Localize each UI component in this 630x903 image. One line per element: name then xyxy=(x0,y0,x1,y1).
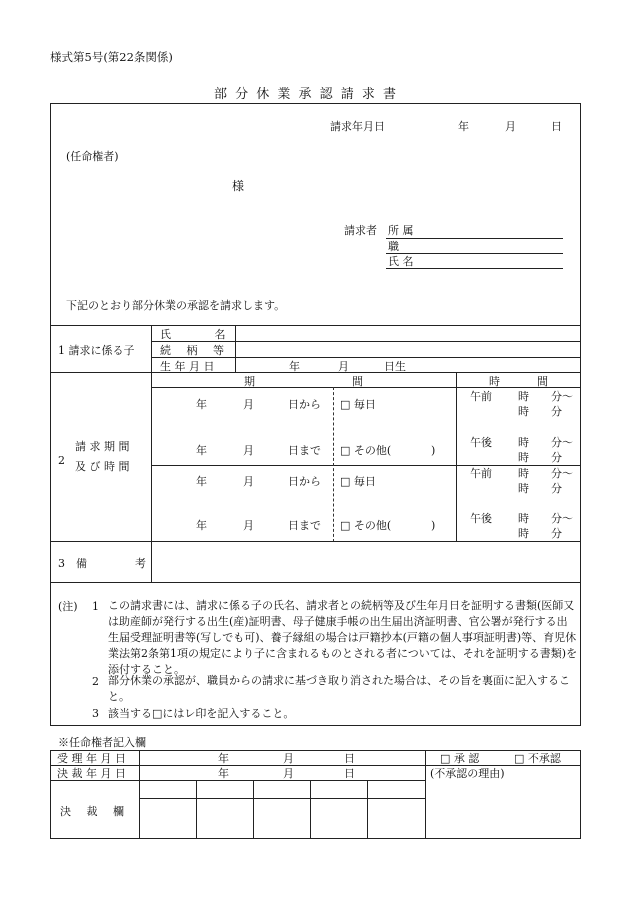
approval-label: 決 裁 欄 xyxy=(60,805,130,818)
b-am-hour2: 時 xyxy=(518,482,529,495)
a-pm-min2: 分 xyxy=(551,451,562,464)
b-pm: 午後 xyxy=(470,512,492,525)
affiliation-line xyxy=(386,238,563,239)
a-am: 午前 xyxy=(470,390,492,403)
a-every-day[interactable]: □ 毎日 xyxy=(340,398,376,411)
decided-label: 決 裁 年 月 日 xyxy=(57,767,126,780)
a-from-month: 月 xyxy=(243,398,254,411)
request-date-month: 月 xyxy=(505,120,516,133)
b-am-hour: 時 xyxy=(518,467,529,480)
a-to-year: 年 xyxy=(196,444,207,457)
time-header-2: 間 xyxy=(537,375,548,388)
a-pm-min: 分〜 xyxy=(551,436,573,449)
form-number: 様式第5号(第22条関係) xyxy=(50,50,173,64)
b-other[interactable]: □ その他( xyxy=(340,519,392,532)
appointer-row1 xyxy=(50,765,581,766)
child-relation-label: 続 柄 等 xyxy=(160,344,230,357)
section2-mid-line xyxy=(151,465,581,466)
note2-num: 2 xyxy=(92,675,99,688)
received-month: 月 xyxy=(283,752,294,765)
b-from-month: 月 xyxy=(243,475,254,488)
affiliation-label: 所 属 xyxy=(388,224,414,237)
a-from-day: 日から xyxy=(288,398,321,411)
appointer-div2 xyxy=(425,750,426,839)
approval-cell2 xyxy=(253,780,254,839)
a-pm: 午後 xyxy=(470,436,492,449)
child-name-label: 氏 名 xyxy=(160,328,246,341)
appointer-label: (任命権者) xyxy=(66,150,119,163)
birth-year: 年 xyxy=(289,360,300,373)
section3-box xyxy=(50,541,581,583)
section2-divider xyxy=(151,372,152,542)
request-box xyxy=(50,103,581,326)
section2-time-divider xyxy=(456,372,457,542)
section1-divider xyxy=(151,325,152,373)
approval-mid xyxy=(139,798,425,799)
note1-text: この請求書には、請求に係る子の氏名、請求者との続柄等及び生年月日を証明する書類(医師又は助産師が発行する出生(産)証明書、母子健康手帳の出生届出済証明書、官公署が発行する出生届受理証明書等(写しでも可)、養子縁組の場合は戸籍抄本(戸籍の個人事項証明書)等、育児休業法第2条第1項の規定により子に含まれるものとされる者については、それを証明する書類)を添付すること。 xyxy=(108,599,578,676)
a-am-min2: 分 xyxy=(551,405,562,418)
section2-label2: 及 び 時 間 xyxy=(75,460,130,473)
appointer-section-title: ※任命権者記入欄 xyxy=(58,736,146,749)
child-birth-label: 生 年 月 日 xyxy=(160,360,215,373)
note3-text: 該当する□にはレ印を記入すること。 xyxy=(108,707,295,720)
b-every-day[interactable]: □ 毎日 xyxy=(340,475,376,488)
b-pm-hour: 時 xyxy=(518,512,529,525)
notes-prefix: (注) xyxy=(58,600,78,613)
decided-month: 月 xyxy=(283,767,294,780)
request-date-label: 請求年月日 xyxy=(330,120,385,133)
b-pm-min: 分〜 xyxy=(551,512,573,525)
a-to-month: 月 xyxy=(243,444,254,457)
a-am-min: 分〜 xyxy=(551,390,573,403)
section3-label-b: 考 xyxy=(135,557,146,570)
a-pm-hour2: 時 xyxy=(518,451,529,464)
name-label: 氏 名 xyxy=(388,255,414,268)
a-from-year: 年 xyxy=(196,398,207,411)
b-to-month: 月 xyxy=(243,519,254,532)
form-title: 部 分 休 業 承 認 請 求 書 xyxy=(214,87,399,102)
section3-label-a: 備 xyxy=(76,557,87,570)
section3-num: 3 xyxy=(58,557,65,570)
section2-label1: 請 求 期 間 xyxy=(75,440,130,453)
birth-month: 月 xyxy=(338,360,349,373)
disapprove-checkbox[interactable]: □ 不承認 xyxy=(514,752,561,765)
note2-text: 部分休業の承認が、職員からの請求に基づき取り消された場合は、その旨を裏面に記入すること。 xyxy=(108,674,570,703)
section3-divider xyxy=(151,541,152,583)
a-am-hour: 時 xyxy=(518,390,529,403)
a-am-hour2: 時 xyxy=(518,405,529,418)
birth-day: 日生 xyxy=(384,360,406,373)
request-date-day: 日 xyxy=(551,120,562,133)
appointer-div1 xyxy=(139,750,140,839)
section1-label: 1 請求に係る子 xyxy=(58,344,135,357)
note3-num: 3 xyxy=(92,707,99,720)
received-label: 受 理 年 月 日 xyxy=(57,752,126,765)
name-line xyxy=(386,268,563,269)
section2-header-line xyxy=(151,387,581,388)
b-to-day: 日まで xyxy=(288,519,321,532)
approval-cell4 xyxy=(367,780,368,839)
position-label: 職 xyxy=(388,240,399,253)
approval-cell3 xyxy=(310,780,311,839)
position-line xyxy=(386,253,563,254)
decided-day: 日 xyxy=(344,767,355,780)
time-header: 時 xyxy=(489,375,500,388)
b-pm-hour2: 時 xyxy=(518,527,529,540)
b-from-year: 年 xyxy=(196,475,207,488)
period-header: 期 xyxy=(244,375,255,388)
b-other-close: ) xyxy=(431,519,436,532)
period-header-2: 間 xyxy=(352,375,363,388)
section1-row2 xyxy=(151,357,581,358)
section2-dash1 xyxy=(333,387,334,542)
note1-num: 1 xyxy=(92,600,99,613)
b-am: 午前 xyxy=(470,467,492,480)
a-to-day: 日まで xyxy=(288,444,321,457)
request-date-year: 年 xyxy=(458,120,469,133)
received-day: 日 xyxy=(344,752,355,765)
b-from-day: 日から xyxy=(288,475,321,488)
b-am-min: 分〜 xyxy=(551,467,573,480)
appointer-row2 xyxy=(50,780,425,781)
decided-year: 年 xyxy=(218,767,229,780)
a-pm-hour: 時 xyxy=(518,436,529,449)
sama-label: 様 xyxy=(232,179,245,193)
b-am-min2: 分 xyxy=(551,482,562,495)
section2-num: 2 xyxy=(58,454,65,467)
approval-cell1 xyxy=(196,780,197,839)
section1-row1 xyxy=(151,341,581,342)
disapprove-reason-label: (不承認の理由) xyxy=(430,767,505,780)
received-year: 年 xyxy=(218,752,229,765)
request-sentence: 下記のとおり部分休業の承認を請求します。 xyxy=(66,299,286,312)
approve-checkbox[interactable]: □ 承 認 xyxy=(440,752,480,765)
appointer-box xyxy=(50,750,581,839)
a-other[interactable]: □ その他( xyxy=(340,444,392,457)
b-pm-min2: 分 xyxy=(551,527,562,540)
a-other-close: ) xyxy=(431,444,436,457)
b-to-year: 年 xyxy=(196,519,207,532)
requester-label: 請求者 xyxy=(344,224,377,237)
